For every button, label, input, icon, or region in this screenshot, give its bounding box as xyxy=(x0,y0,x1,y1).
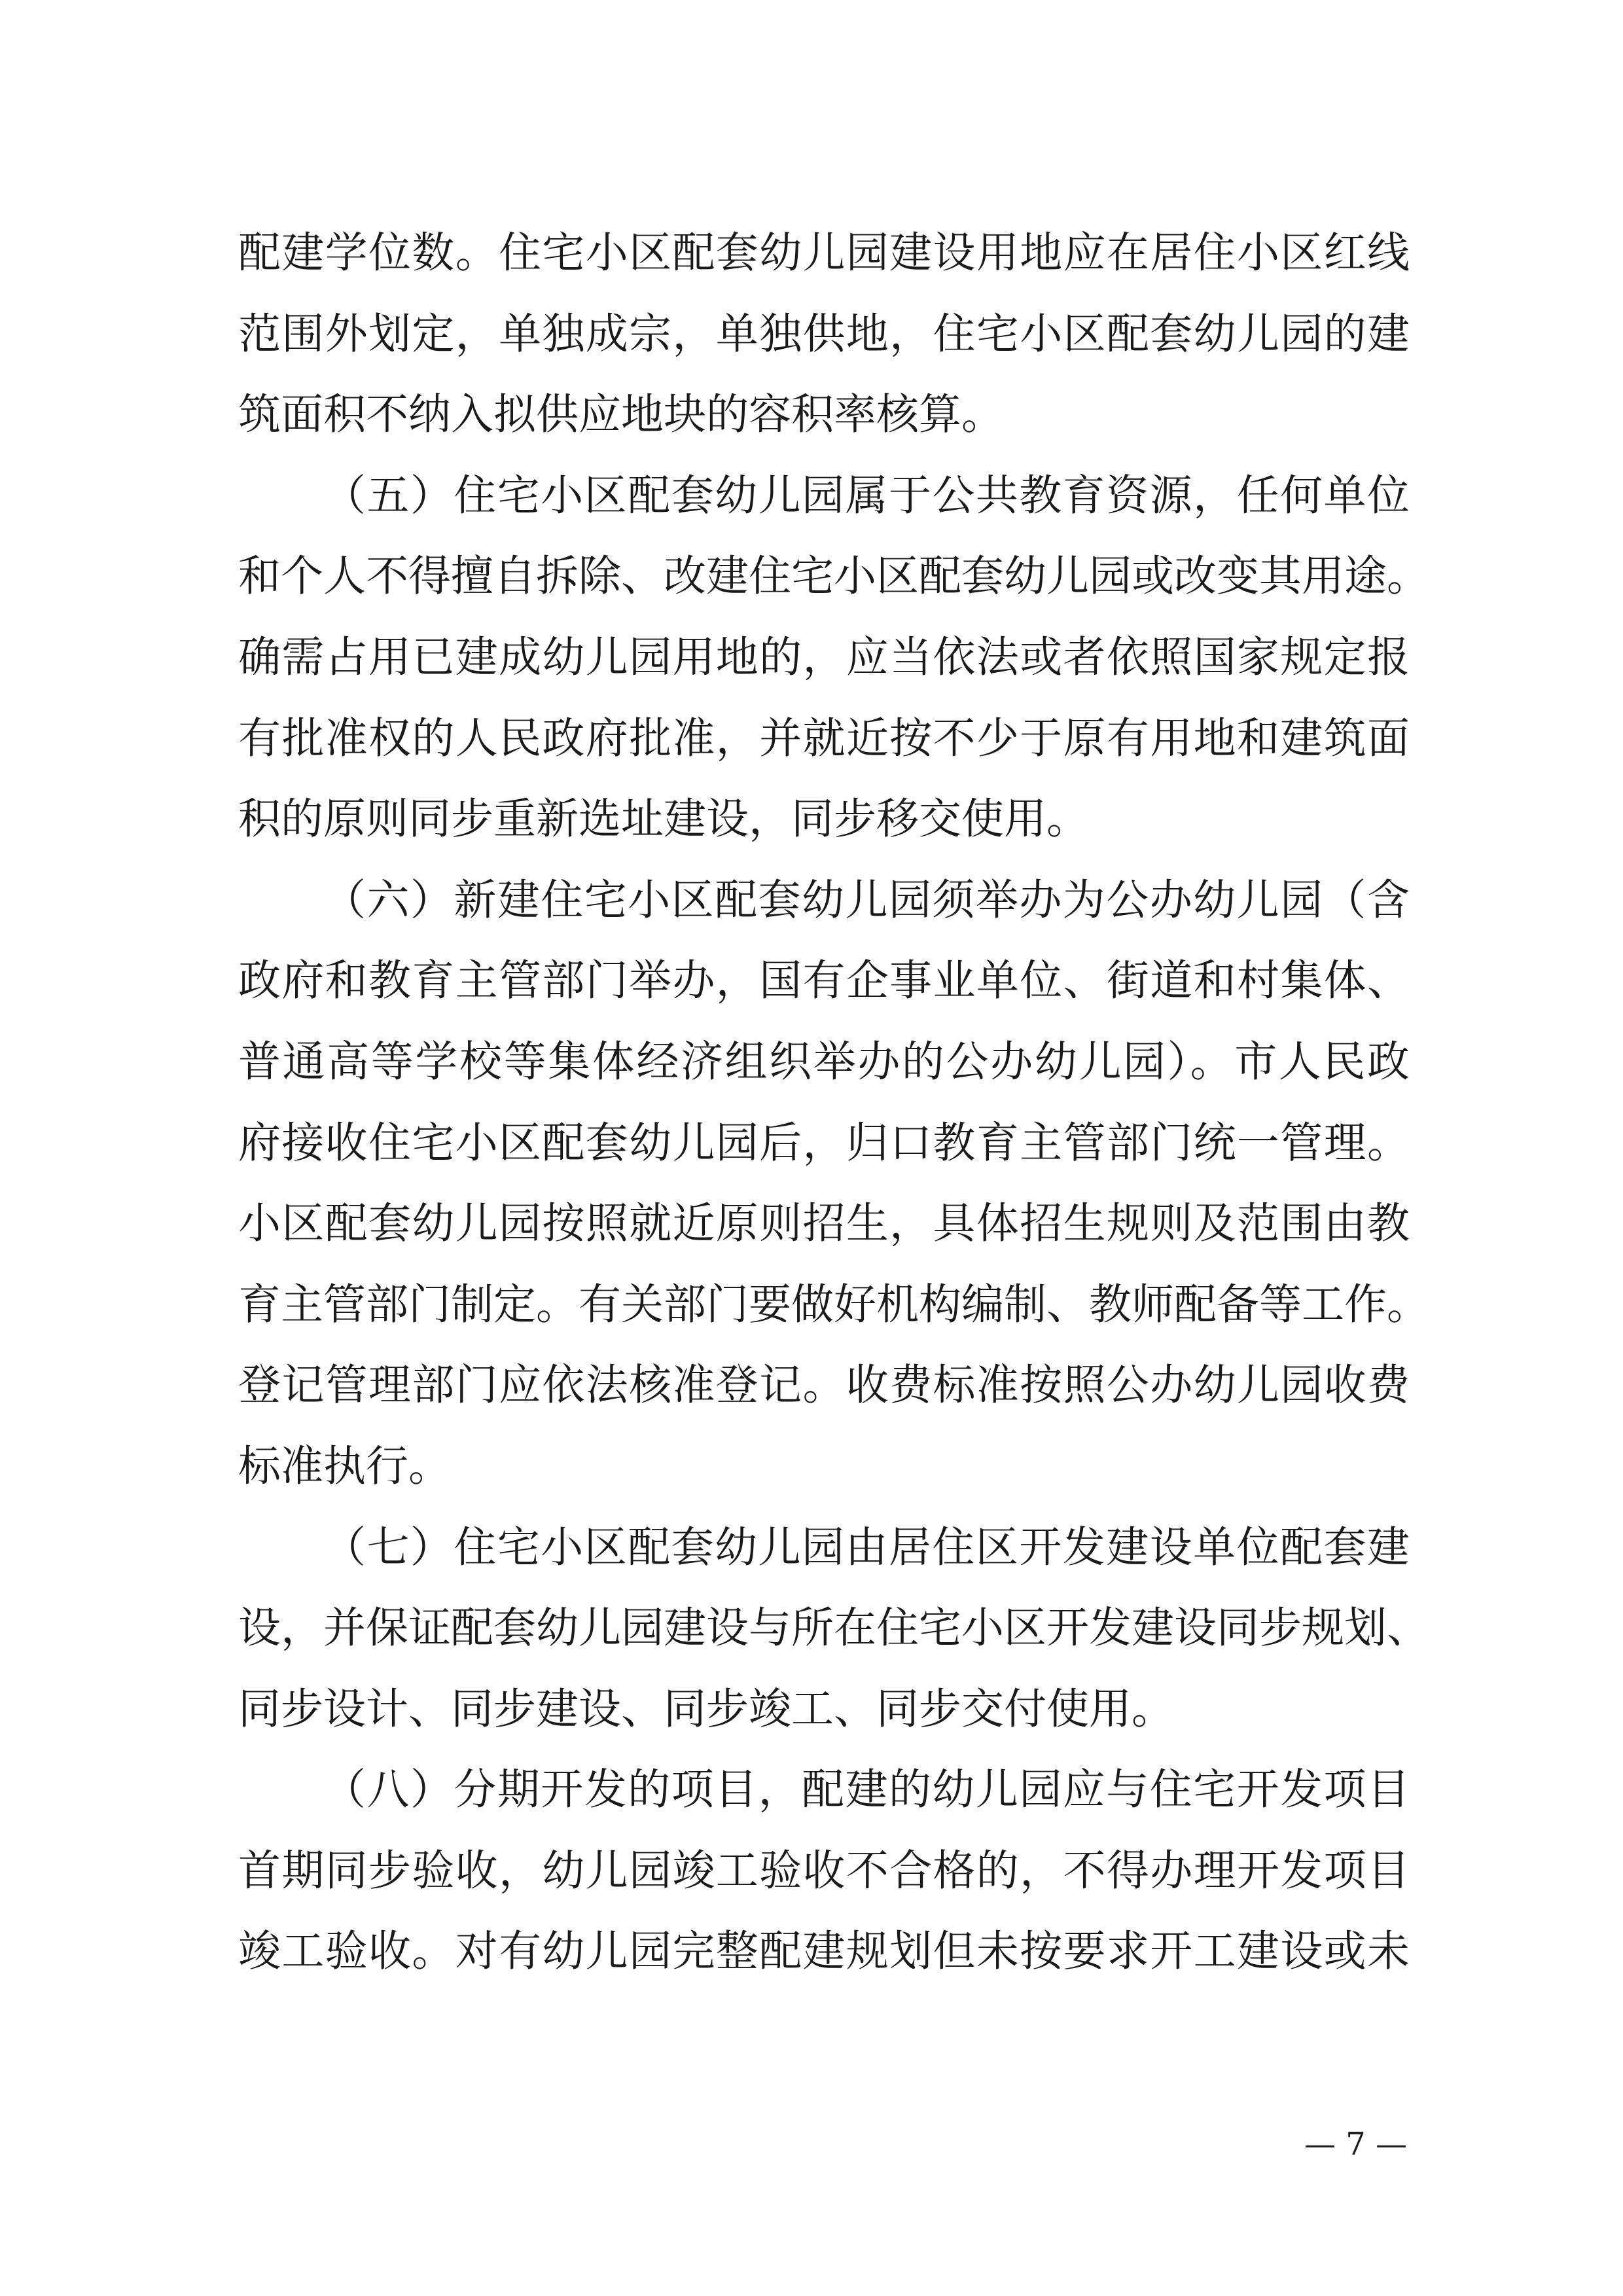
text-line: 小区配套幼儿园按照就近原则招生，具体招生规则及范围由教 xyxy=(238,1199,1410,1249)
page-number: — 7 — xyxy=(1304,2126,1407,2162)
text-line: 有批准权的人民政府批准，并就近按不少于原有用地和建筑面 xyxy=(238,713,1410,763)
text-line: （八）分期开发的项目，配建的幼儿园应与住宅开发项目 xyxy=(323,1765,1410,1815)
text-line: 确需占用已建成幼儿园用地的，应当依法或者依照国家规定报 xyxy=(238,632,1410,682)
text-line: 首期同步验收，幼儿园竣工验收不合格的，不得办理开发项目 xyxy=(238,1846,1410,1895)
text-line: 和个人不得擅自拆除、改建住宅小区配套幼儿园或改变其用途。 xyxy=(238,552,1430,601)
text-line: 同步设计、同步建设、同步竣工、同步交付使用。 xyxy=(238,1684,1175,1734)
text-line: （七）住宅小区配套幼儿园由居住区开发建设单位配套建 xyxy=(323,1522,1410,1572)
text-line: 育主管部门制定。有关部门要做好机构编制、教师配备等工作。 xyxy=(238,1280,1430,1329)
body-text xyxy=(238,213,1430,1992)
text-line: 政府和教育主管部门举办，国有企事业单位、街道和村集体、 xyxy=(238,956,1410,1006)
text-line: （五）住宅小区配套幼儿园属于公共教育资源，任何单位 xyxy=(323,471,1410,520)
text-line: 配建学位数。住宅小区配套幼儿园建设用地应在居住小区红线 xyxy=(238,228,1410,278)
text-line: 登记管理部门应依法核准登记。收费标准按照公办幼儿园收费 xyxy=(238,1361,1410,1410)
text-line: 积的原则同步重新选址建设，同步移交使用。 xyxy=(238,795,1090,844)
text-line: （六）新建住宅小区配套幼儿园须举办为公办幼儿园（含 xyxy=(323,875,1410,925)
text-line: 竣工验收。对有幼儿园完整配建规划但未按要求开工建设或未 xyxy=(238,1927,1410,1977)
text-line: 普通高等学校等集体经济组织举办的公办幼儿园）。市人民政 xyxy=(238,1037,1410,1086)
text-line: 标准执行。 xyxy=(238,1441,452,1491)
text-line: 设，并保证配套幼儿园建设与所在住宅小区开发建设同步规划、 xyxy=(238,1604,1430,1653)
text-line: 范围外划定，单独成宗，单独供地，住宅小区配套幼儿园的建 xyxy=(238,309,1410,359)
text-line: 筑面积不纳入拟供应地块的容积率核算。 xyxy=(238,390,1005,440)
text-line: 府接收住宅小区配套幼儿园后，归口教育主管部门统一管理。 xyxy=(238,1118,1410,1168)
